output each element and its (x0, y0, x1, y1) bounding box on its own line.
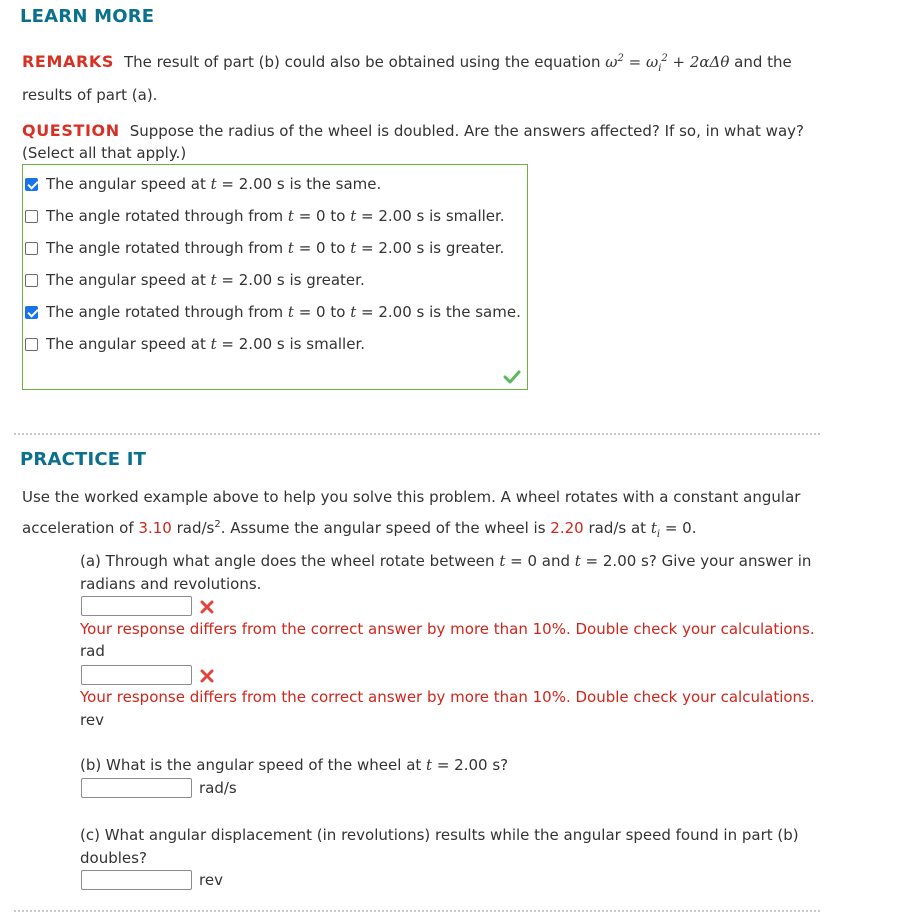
checkbox-checked[interactable] (25, 178, 38, 191)
checkbox-unchecked[interactable] (25, 274, 38, 287)
unit-rev: rev (80, 711, 104, 729)
speed-value: 2.20 (550, 519, 584, 537)
part-a-revolutions-input[interactable] (81, 665, 192, 685)
option-4[interactable] (25, 270, 365, 290)
option-1-text: The angular speed at t = 2.00 s is the same. (46, 175, 382, 193)
part-a-text: (a) Through what angle does the wheel rotate between (80, 552, 500, 570)
correct-check-icon (503, 370, 521, 384)
part-a-text: = 0 and (505, 552, 575, 570)
learn-more-heading: LEARN MORE (20, 6, 155, 27)
part-b-text: (b) What is the angular speed of the wheel at (80, 756, 427, 774)
part-a-radians-error: Your response differs from the correct answer by more than 10%. Double check your calculations. (80, 620, 815, 638)
option-5-text: The angle rotated through from t = 0 to t = 2.00 s is the same. (46, 303, 521, 321)
option-2[interactable] (25, 206, 505, 226)
checkbox-unchecked[interactable] (25, 338, 38, 351)
option-1[interactable] (25, 174, 381, 194)
part-a-revolutions-error: Your response differs from the correct answer by more than 10%. Double check your calculations. (80, 688, 815, 706)
equation-omega: $\omega^2 = \omega_i^2 + 2\alpha\Delta\theta$ (605, 53, 730, 74)
question-label: QUESTION (22, 121, 120, 140)
part-b-text: = 2.00 s? (432, 756, 509, 774)
part-c-question (80, 824, 880, 870)
part-b-question: (b) What is the angular speed of the wheel at t = 2.00 s? (80, 756, 509, 774)
unit-rad: rad (80, 642, 105, 660)
intro-line-1: Use the worked example above to help you solve this problem. A wheel rotates with a constant angular (22, 488, 801, 506)
intro-text: . Assume the angular speed of the wheel is (220, 519, 551, 537)
intro-text: = 0. (660, 519, 697, 537)
incorrect-x-icon (200, 669, 214, 683)
incorrect-x-icon (200, 600, 214, 614)
option-3[interactable] (25, 238, 504, 258)
option-6-text: The angular speed at t = 2.00 s is smaller. (46, 335, 366, 353)
checkbox-unchecked[interactable] (25, 242, 38, 255)
part-c-input[interactable] (81, 870, 192, 890)
remarks-label: REMARKS (22, 52, 114, 71)
remarks-text-1: The result of part (b) could also be obtained using the equation (124, 53, 606, 71)
part-a-question: (a) Through what angle does the wheel rotate between t = 0 and t = 2.00 s? Give your answer in radians and revolutions. (80, 552, 812, 593)
remarks-paragraph (22, 45, 882, 109)
checkbox-unchecked[interactable] (25, 210, 38, 223)
intro-text: rad/s at (583, 519, 651, 537)
question-text-1: Suppose the radius of the wheel is doubled. Are the answers affected? If so, in what way? (129, 122, 804, 140)
practice-intro: Use the worked example above to help you solve this problem. A wheel rotates with a constant angular acceleration of 3.10 rad/$s^2$. Assume the angular speed of the wheel is 2.20 rad/s at $t_i = 0$. (22, 488, 801, 540)
part-a-text: radians and revolutions. (80, 575, 262, 593)
practice-it-heading: PRACTICE IT (20, 449, 147, 470)
intro-text: acceleration of (22, 519, 139, 537)
part-b-input[interactable] (81, 778, 192, 798)
section-divider-bottom (14, 910, 820, 912)
remarks-text-2: and the (729, 53, 792, 71)
intro-text: rad/s (171, 519, 215, 537)
unit-rad-per-s: rad/s (199, 779, 237, 797)
option-6[interactable] (25, 334, 365, 354)
option-5[interactable] (25, 302, 521, 322)
part-c-text: doubles? (80, 849, 147, 867)
part-a-radians-input[interactable] (81, 596, 192, 616)
remarks-text-3: results of part (a). (22, 86, 158, 104)
acceleration-value: 3.10 (138, 519, 172, 537)
question-paragraph (22, 120, 882, 164)
part-a-text: = 2.00 s? Give your answer in (580, 552, 812, 570)
option-4-text: The angular speed at t = 2.00 s is greater. (46, 271, 365, 289)
unit-rev-c: rev (199, 871, 223, 889)
question-text-2: (Select all that apply.) (22, 144, 187, 162)
checkbox-checked[interactable] (25, 306, 38, 319)
answer-options-box (22, 164, 528, 390)
option-3-text: The angle rotated through from t = 0 to t = 2.00 s is greater. (46, 239, 505, 257)
section-divider (14, 433, 820, 435)
option-2-text: The angle rotated through from t = 0 to t = 2.00 s is smaller. (46, 207, 505, 225)
part-c-text: (c) What angular displacement (in revolutions) results while the angular speed found in part (b) (80, 826, 799, 844)
